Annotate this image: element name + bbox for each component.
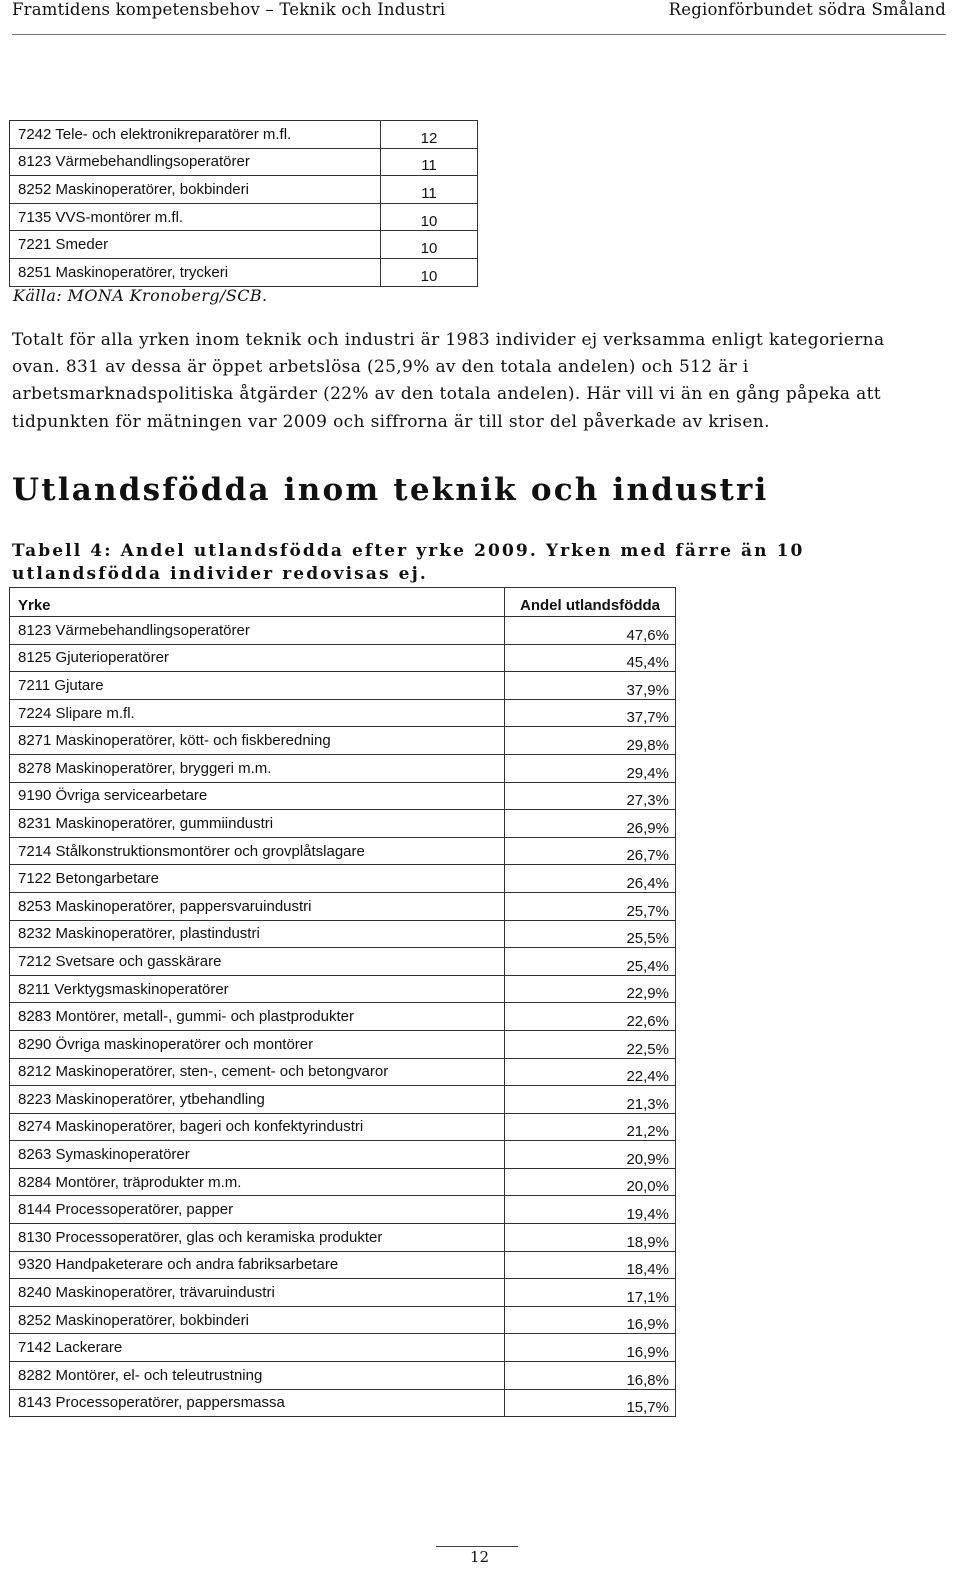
value-cell: 18,9% — [505, 1224, 676, 1252]
table-row — [10, 1362, 676, 1390]
occupation-cell: 8290 Övriga maskinoperatörer och montörer — [10, 1030, 505, 1058]
value-cell: 15,7% — [505, 1389, 676, 1417]
occupation-cell: 7242 Tele- och elektronikreparatörer m.fl. — [10, 121, 381, 149]
table-row — [10, 617, 676, 645]
value-cell: 18,4% — [505, 1251, 676, 1279]
table-row — [10, 975, 676, 1003]
table-row — [10, 1141, 676, 1169]
value-cell: 26,4% — [505, 865, 676, 893]
table-row — [10, 672, 676, 700]
header-organization: Regionförbundet södra Småland — [668, 0, 946, 19]
table-row — [10, 948, 676, 976]
table-row — [10, 1030, 676, 1058]
table-row — [10, 810, 676, 838]
value-cell: 29,4% — [505, 754, 676, 782]
occupation-cell: 8284 Montörer, träprodukter m.m. — [10, 1168, 505, 1196]
table-row — [10, 644, 676, 672]
table-row — [10, 148, 478, 176]
occupation-cell: 8274 Maskinoperatörer, bageri och konfektyrindustri — [10, 1113, 505, 1141]
table-row — [10, 176, 478, 204]
occupation-cell: 8223 Maskinoperatörer, ytbehandling — [10, 1086, 505, 1114]
table-row — [10, 892, 676, 920]
table-row — [10, 1003, 676, 1031]
occupation-cell: 8123 Värmebehandlingsoperatörer — [10, 617, 505, 645]
foreign-born-share-table — [9, 587, 676, 1417]
occupation-cell: 7122 Betongarbetare — [10, 865, 505, 893]
occupation-cell: 7224 Slipare m.fl. — [10, 699, 505, 727]
table-caption: Tabell 4: Andel utlandsfödda efter yrke 2009. Yrken med färre än 10 utlandsfödda individer redovisas ej. — [12, 541, 805, 584]
occupation-cell: 8125 Gjuterioperatörer — [10, 644, 505, 672]
value-cell: 12 — [381, 121, 478, 149]
table-row — [10, 699, 676, 727]
table-row — [10, 1224, 676, 1252]
occupation-cell: 9190 Övriga servicearbetare — [10, 782, 505, 810]
page-number: 12 — [470, 1548, 490, 1566]
table-row — [10, 1279, 676, 1307]
occupation-cell: 8252 Maskinoperatörer, bokbinderi — [10, 176, 381, 204]
value-cell: 19,4% — [505, 1196, 676, 1224]
value-cell: 11 — [381, 148, 478, 176]
occupation-cell: 8283 Montörer, metall-, gummi- och plastprodukter — [10, 1003, 505, 1031]
occupation-cell: 7142 Lackerare — [10, 1334, 505, 1362]
table-row — [10, 920, 676, 948]
occupation-count-table-body — [10, 121, 478, 287]
occupation-cell: 8211 Verktygsmaskinoperatörer — [10, 975, 505, 1003]
occupation-cell: 8263 Symaskinoperatörer — [10, 1141, 505, 1169]
table-row — [10, 837, 676, 865]
occupation-cell: 8143 Processoperatörer, pappersmassa — [10, 1389, 505, 1417]
table-row — [10, 782, 676, 810]
page-header — [12, 0, 946, 35]
footer-divider — [436, 1546, 518, 1547]
value-cell: 37,9% — [505, 672, 676, 700]
value-cell: 22,9% — [505, 975, 676, 1003]
value-cell: 25,7% — [505, 892, 676, 920]
occupation-cell: 8123 Värmebehandlingsoperatörer — [10, 148, 381, 176]
table-row — [10, 121, 478, 149]
table-row — [10, 1086, 676, 1114]
table-row — [10, 1251, 676, 1279]
occupation-cell: 9320 Handpaketerare och andra fabriksarbetare — [10, 1251, 505, 1279]
value-cell: 37,7% — [505, 699, 676, 727]
occupation-count-table — [9, 120, 478, 287]
table-row — [10, 1196, 676, 1224]
table-row — [10, 1113, 676, 1141]
value-cell: 10 — [381, 258, 478, 286]
table-row — [10, 258, 478, 286]
table-row — [10, 1058, 676, 1086]
value-cell: 10 — [381, 203, 478, 231]
table-row — [10, 1389, 676, 1417]
foreign-born-share-table-body — [10, 617, 676, 1417]
value-cell: 29,8% — [505, 727, 676, 755]
value-cell: 16,8% — [505, 1362, 676, 1390]
occupation-cell: 7214 Stålkonstruktionsmontörer och grovplåtslagare — [10, 837, 505, 865]
table-row — [10, 865, 676, 893]
occupation-cell: 8212 Maskinoperatörer, sten-, cement- och betongvaror — [10, 1058, 505, 1086]
value-cell: 21,3% — [505, 1086, 676, 1114]
value-cell: 22,4% — [505, 1058, 676, 1086]
table-row — [10, 754, 676, 782]
occupation-cell: 8240 Maskinoperatörer, trävaruindustri — [10, 1279, 505, 1307]
table-row — [10, 203, 478, 231]
table-header-row — [10, 588, 676, 617]
value-cell: 17,1% — [505, 1279, 676, 1307]
value-cell: 26,7% — [505, 837, 676, 865]
occupation-cell: 8231 Maskinoperatörer, gummiindustri — [10, 810, 505, 838]
occupation-cell: 8232 Maskinoperatörer, plastindustri — [10, 920, 505, 948]
occupation-cell: 8144 Processoperatörer, papper — [10, 1196, 505, 1224]
table-row — [10, 1334, 676, 1362]
column-header-occupation: Yrke — [10, 588, 505, 617]
column-header-share: Andel utlandsfödda — [505, 588, 676, 617]
value-cell: 45,4% — [505, 644, 676, 672]
occupation-cell: 7211 Gjutare — [10, 672, 505, 700]
value-cell: 16,9% — [505, 1334, 676, 1362]
occupation-cell: 8130 Processoperatörer, glas och keramiska produkter — [10, 1224, 505, 1252]
table-row — [10, 727, 676, 755]
table-row — [10, 231, 478, 259]
value-cell: 11 — [381, 176, 478, 204]
value-cell: 25,5% — [505, 920, 676, 948]
value-cell: 16,9% — [505, 1306, 676, 1334]
value-cell: 25,4% — [505, 948, 676, 976]
occupation-cell: 8278 Maskinoperatörer, bryggeri m.m. — [10, 754, 505, 782]
occupation-cell: 8271 Maskinoperatörer, kött- och fiskberedning — [10, 727, 505, 755]
value-cell: 21,2% — [505, 1113, 676, 1141]
occupation-cell: 7135 VVS-montörer m.fl. — [10, 203, 381, 231]
body-paragraph: Totalt för alla yrken inom teknik och industri är 1983 individer ej verksamma enligt kategorierna ovan. 831 av dessa är öppet arbetslösa (25,9% av den totala andelen) och 512 är i arbetsmarknadspolitiska åtgärder (22% av den totala andelen). Här vill vi än en gång påpeka att tidpunkten för mätningen var 2009 och siffrorna är till stor del påverkade av krisen. — [12, 330, 885, 432]
value-cell: 26,9% — [505, 810, 676, 838]
table-source-note: Källa: MONA Kronoberg/SCB. — [13, 286, 268, 305]
value-cell: 22,5% — [505, 1030, 676, 1058]
occupation-cell: 8253 Maskinoperatörer, pappersvaruindustri — [10, 892, 505, 920]
occupation-cell: 7212 Svetsare och gasskärare — [10, 948, 505, 976]
occupation-cell: 7221 Smeder — [10, 231, 381, 259]
occupation-cell: 8251 Maskinoperatörer, tryckeri — [10, 258, 381, 286]
table-row — [10, 1168, 676, 1196]
value-cell: 20,9% — [505, 1141, 676, 1169]
value-cell: 10 — [381, 231, 478, 259]
value-cell: 22,6% — [505, 1003, 676, 1031]
table-row — [10, 1306, 676, 1334]
value-cell: 27,3% — [505, 782, 676, 810]
occupation-cell: 8252 Maskinoperatörer, bokbinderi — [10, 1306, 505, 1334]
section-heading: Utlandsfödda inom teknik och industri — [12, 472, 769, 508]
header-document-title: Framtidens kompetensbehov – Teknik och Industri — [12, 0, 446, 19]
value-cell: 47,6% — [505, 617, 676, 645]
value-cell: 20,0% — [505, 1168, 676, 1196]
occupation-cell: 8282 Montörer, el- och teleutrustning — [10, 1362, 505, 1390]
